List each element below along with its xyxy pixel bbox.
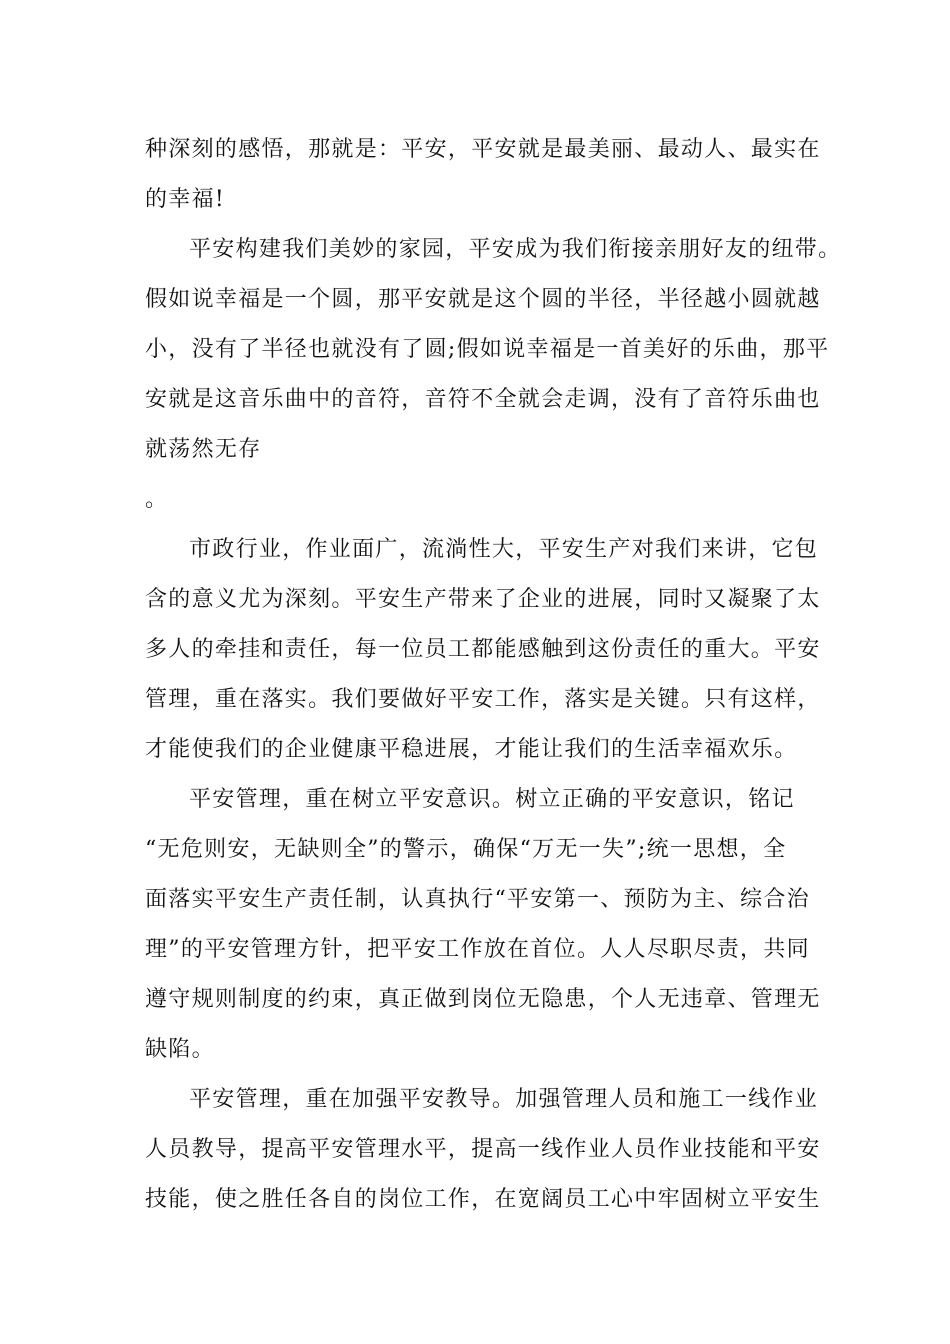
text-line: 安就是这音乐曲中的音符，音符不全就会走调，没有了音符乐曲也: [145, 387, 821, 412]
text-line: 种深刻的感悟，那就是：平安，平安就是最美丽、最动人、最实在: [145, 137, 821, 162]
text-line: 人员教导，提高平安管理水平，提高一线作业人员作业技能和平安: [145, 1137, 821, 1162]
paragraph-first-line: 市政行业，作业面广，流淌性大，平安生产对我们来讲，它包: [189, 537, 819, 562]
paragraph-first-line: 平安管理，重在加强平安教导。加强管理人员和施工一线作业: [189, 1087, 819, 1112]
text-line: 就荡然无存: [145, 437, 262, 462]
text-line: 多人的牵挂和责任，每一位员工都能感触到这份责任的重大。平安: [145, 637, 821, 662]
text-line: 管理，重在落实。我们要做好平安工作，落实是关键。只有这样，: [145, 687, 821, 712]
text-line: 理”的平安管理方针，把平安工作放在首位。人人尽职尽责，共同: [145, 937, 810, 962]
text-line: 含的意义尤为深刻。平安生产带来了企业的进展，同时又凝聚了太: [145, 587, 821, 612]
text-line: 的幸福!: [145, 187, 226, 212]
text-line: 。: [145, 487, 169, 512]
text-line: 技能，使之胜任各自的岗位工作，在宽阔员工心中牢固树立平安生: [145, 1187, 821, 1212]
text-line: 假如说幸福是一个圆，那平安就是这个圆的半径，半径越小圆就越: [145, 287, 821, 312]
text-line: 缺陷。: [145, 1037, 215, 1062]
text-line: 小，没有了半径也就没有了圆;假如说幸福是一首美好的乐曲，那平: [145, 337, 830, 362]
text-line: 面落实平安生产责任制，认真执行“平安第一、预防为主、综合治: [145, 887, 810, 912]
paragraph-first-line: 平安管理，重在树立平安意识。树立正确的平安意识，铭记: [189, 787, 795, 812]
text-line: 遵守规则制度的约束，真正做到岗位无隐患，个人无违章、管理无: [145, 987, 821, 1012]
text-line: 才能使我们的企业健康平稳进展，才能让我们的生活幸福欢乐。: [145, 737, 798, 762]
paragraph-first-line: 平安构建我们美妙的家园，平安成为我们衔接亲朋好友的纽带。: [189, 237, 842, 262]
text-line: “无危则安，无缺则全”的警示，确保“万无一失”;统一思想，全: [145, 837, 787, 862]
